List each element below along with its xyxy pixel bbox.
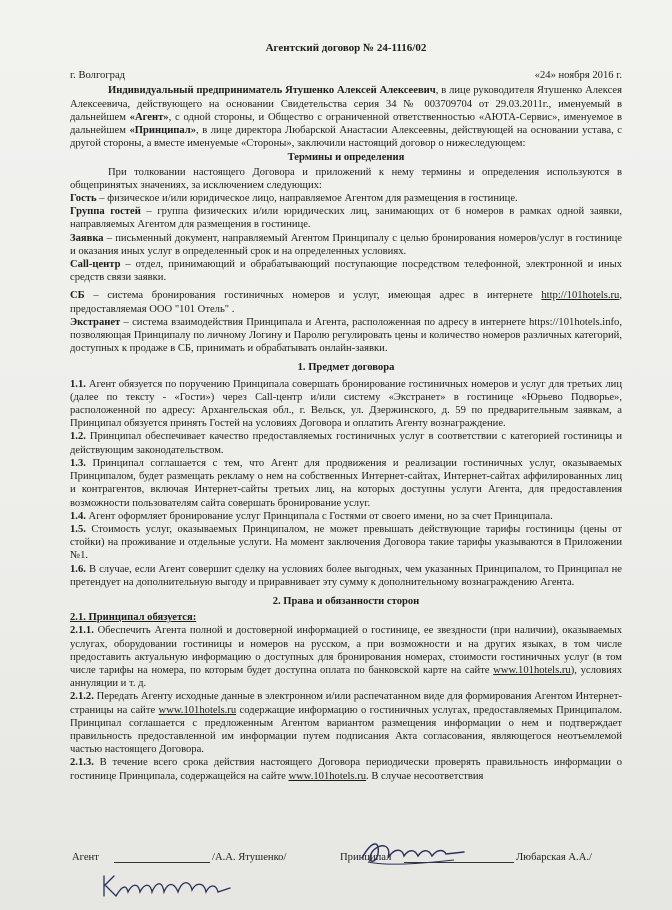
agent-party-name: Индивидуальный предприниматель Ятушенко Алексей Алексеевич [108, 85, 436, 97]
clause-2-1-3: 2.1.3. В течение всего срока действия настоящего Договора периодически проверять правильность информации о гостинице Принципала, содержащейся на сайте www.101hotels.ru. В случае несоответствия [70, 757, 622, 782]
contract-date: «24» ноября 2016 г. [534, 70, 622, 82]
place-date-row [70, 69, 622, 82]
term-guest-group: Группа гостей – группа физических и/или юридических лиц, занимающих от 6 номеров в рамках одной заявки, направляемых Агентом для размещения в гостинице. [70, 206, 622, 231]
agent-signature-line [114, 862, 210, 863]
clause-1-2: 1.2. Принципал обеспечивает качество предоставляемых гостиничных услуг в соответствии с категорией гостиницы и действующим законодательством. [70, 431, 622, 456]
term-guest: Гость – физическое и/или юридическое лицо, направляемое Агентом для размещения в гостинице. [70, 193, 518, 205]
term-request: Заявка – письменный документ, направляемый Агентом Принципалу с целью бронирования номеров/услуг в гостинице и оказания иных услуг в определенный срок и на определенных условиях. [70, 232, 622, 257]
document-title: Агентский договор № 24-1116/02 [265, 42, 427, 54]
terms-intro: При толковании настоящего Договора и приложений к нему термины и определения используются в общепринятых значениях, за исключением следующих: [70, 166, 622, 191]
site-link[interactable]: www.101hotels.ru [158, 704, 237, 716]
principal-signature-label: Принципал [340, 852, 392, 863]
term-call-center: Call-центр – отдел, принимающий и обрабатывающий поступающие посредством телефонной, электронной и иных средств связи заявки. [70, 259, 622, 284]
term-extranet: Экстранет – система взаимодействия Принципала и Агента, расположенная по адресу в интернете https://101hotels.info, позволяющая Принципалу по личному Логину и Паролю регулировать цены и количество номеров различных категорий, доступных к продаже в СБ, принимать и обрабатывать онлайн-заявки. [70, 316, 622, 355]
sb-link[interactable]: http://101hotels.ru [541, 290, 620, 302]
clause-1-1: 1.1. Агент обязуется по поручению Принципала совершать бронирование гостиничных номеров и услуг для третьих лиц (далее по тексту - «Гости») через Call-центр и/или систему «Экстранет» в гостинице «Юрьево Подворье», расположенной по адресу: Архангельская обл., г. Вельск, ул. Дзержинского, д. 59 по предварительным заявкам, а Принципал обязуется принять Гостей на условиях Договора и оплатить Агенту вознаграждение. [70, 378, 622, 430]
clause-1-4: 1.4. Агент оформляет бронирование услуг Принципала с Гостями от своего имени, но за счет Принципала. [70, 510, 553, 522]
clause-2-1-2: 2.1.2. Передать Агенту исходные данные в электронном и/или распечатанном виде для формирования Агентом Интернет-страницы на сайте www.101hotels.ru содержащие информацию о гостиничных услугах, предоставляемых Принципалом. Принципал соглашается с предложенным Агентом вариантом размещения информации о нем и подтверждает правильность предоставленной им информации путем подписания Акта согласования, являющегося неотъемлемой частью настоящего Договора. [70, 691, 623, 756]
agent-signature-name: /А.А. Ятушенко/ [212, 852, 287, 863]
section-1-heading: 1. Предмет договора [297, 362, 395, 374]
clause-1-3: 1.3. Принципал соглашается с тем, что Агент для продвижения и реализации гостиничных услуг, оказываемых Принципалом, будет размещать рекламу о нем на собственных Интернет-сайтах, Интернет-сайтах аффилированных лиц и контрагентов, включая Интернет-сайты третьих лиц, на которых доступны услуги Агента, для предоставления возможности пользователям сайта совершать бронирование услуг. [70, 457, 622, 509]
agent-signature-label: Агент [72, 852, 99, 863]
section-2-1-subheading: 2.1. Принципал обязуется: [70, 612, 197, 624]
clause-2-1-1: 2.1.1. Обеспечить Агента полной и достоверной информацией о гостинице, ее звездности (при наличии), оказываемых услугах, оборудовании гостиницы и номеров на русском, а при возможности и на других языках, в том числе предоставить актуальную информацию о доступных для бронирования номерах, стоимости гостиничных услуг (в том числе тарифы на номера, по которым будет доступна оплата по банковской карте на сайте www.101hotels.ru), условиях аннуляции и т. д. [70, 625, 622, 690]
document-body [70, 42, 622, 783]
terms-heading: Термины и определения [287, 152, 405, 164]
clause-1-6: 1.6. В случае, если Агент совершит сделку на условиях более выгодных, чем указанных Принципалом, то Принципал не претендует на дополнительную выгоду и приравнивает эту сумму к дополнительному вознаграждению Агента. [70, 563, 622, 588]
preamble: Индивидуальный предприниматель Ятушенко Алексей Алексеевич, в лице руководителя Ятушенко Алексея Алексеевича, действующего на основании Свидетельства серия 34 № 003709704 от 29.03.2011г., именуемый в дальнейшем «Агент», с одной стороны, и Общество с ограниченной ответственностью «АЮТА-Сервис», именуемое в дальнейшем «Принципал», в лице директора Любарской Анастасии Алексеевны, действующей на основании устава, с другой стороны, а вместе именуемые «Стороны», заключили настоящий договор о нижеследующем: [70, 85, 622, 150]
site-link[interactable]: www.101hotels.ru [288, 770, 367, 782]
section-2-heading: 2. Права и обязанности сторон [272, 595, 420, 607]
site-link[interactable]: www.101hotels.ru [493, 664, 571, 676]
principal-signature-name: Любарская А.А./ [516, 852, 592, 863]
agent-handwritten-signature [98, 866, 238, 902]
clause-1-5: 1.5. Стоимость услуг, оказываемых Принципалом, не может превышать действующие тарифы гостиницы (цены от стойки) на проживание и отдельные услуги. На момент заключения Договора такие тарифы указываются в Приложении №1. [70, 523, 622, 562]
term-sb: СБ – система бронирования гостиничных номеров и услуг, имеющая адрес в интернете http://101hotels.ru, предоставляемая ООО "101 Отель" . [70, 290, 622, 315]
city: г. Волгоград [70, 70, 126, 82]
principal-handwritten-signature [358, 836, 470, 870]
